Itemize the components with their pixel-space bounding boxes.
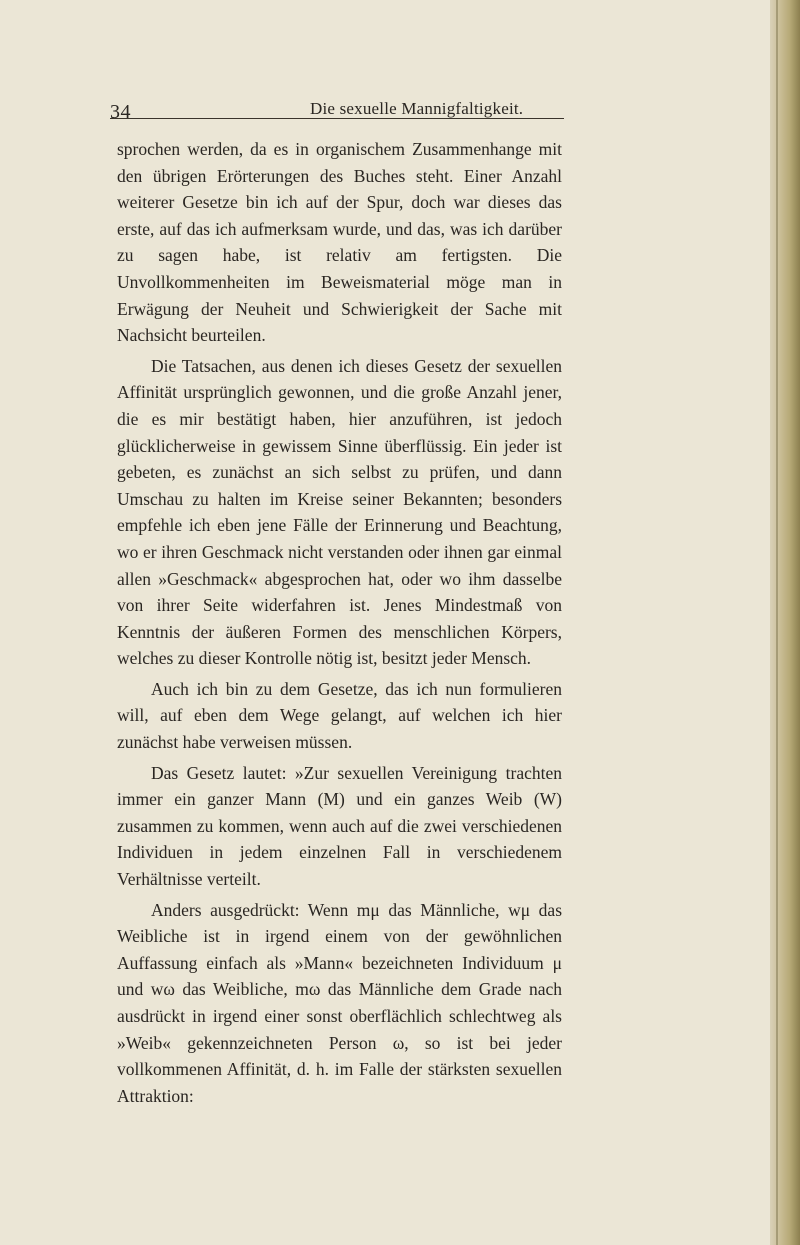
page-header xyxy=(110,78,564,123)
paragraph-2: Die Tatsachen, aus denen ich dieses Gesetz der sexuellen Affinität ursprünglich gewonnen, und die große Anzahl jener, die es mir bestätigt haben, hier anzuführen, ist jedoch glücklicherweise in gewissem Sinne überflüssig. Ein jeder ist gebeten, es zunächst an sich selbst zu prüfen, und dann Umschau zu halten im Kreise seiner Bekannten; besonders empfehle ich eben jene Fälle der Erinnerung und Beachtung, wo er ihren Geschmack nicht verstanden oder ihnen gar einmal allen »Geschmack« abgesprochen hat, oder wo ihm dasselbe von ihrer Seite widerfahren ist. Jenes Mindestmaß von Kenntnis der äußeren Formen des menschlichen Körpers, welches zu dieser Kontrolle nötig ist, besitzt jeder Mensch. xyxy=(117,355,562,669)
paragraph-4-law: Das Gesetz lautet: »Zur sexuellen Vereinigung trachten immer ein ganzer Mann (M) und ein ganzes Weib (W) zusammen zu kommen, wenn auch auf die zwei verschiedenen Individuen in jedem einzelnen Fall in verschiedenem Verhältnisse verteilt. xyxy=(117,762,562,890)
paragraph-1: sprochen werden, da es in organischem Zusammenhange mit den übrigen Erörterungen des Buches steht. Einer Anzahl weiterer Gesetze bin ich auf der Spur, doch war dieses das erste, auf das ich aufmerksam wurde, und das, was ich darüber zu sagen habe, ist relativ am fertigsten. Die Unvollkommenheiten im Beweismaterial möge man in Erwägung der Neuheit und Schwierigkeit der Sache mit Nachsicht beurteilen. xyxy=(117,139,562,346)
body-text xyxy=(117,136,562,1113)
paragraph-5: Anders ausgedrückt: Wenn mμ das Männliche, wμ das Weibliche ist in irgend einem von der gewöhnlichen Auffassung einfach als »Mann« bezeichneten Individuum μ und wω das Weibliche, mω das Männliche dem Grade nach ausdrückt in irgend einer sonst oberflächlich schlechtweg als »Weib« gekennzeichneten Person ω, so ist bei jeder vollkommenen Affinität, d. h. im Falle der stärksten sexuellen Attraktion: xyxy=(117,899,562,1106)
running-head: Die sexuelle Mannigfaltigkeit. xyxy=(310,99,524,118)
page-number: 34 xyxy=(110,101,131,123)
paragraph-3: Auch ich bin zu dem Gesetze, das ich nun formulieren will, auf eben dem Wege gelangt, auf welchen ich hier zunächst habe verweisen müssen. xyxy=(117,678,562,753)
book-edge xyxy=(770,0,800,1245)
